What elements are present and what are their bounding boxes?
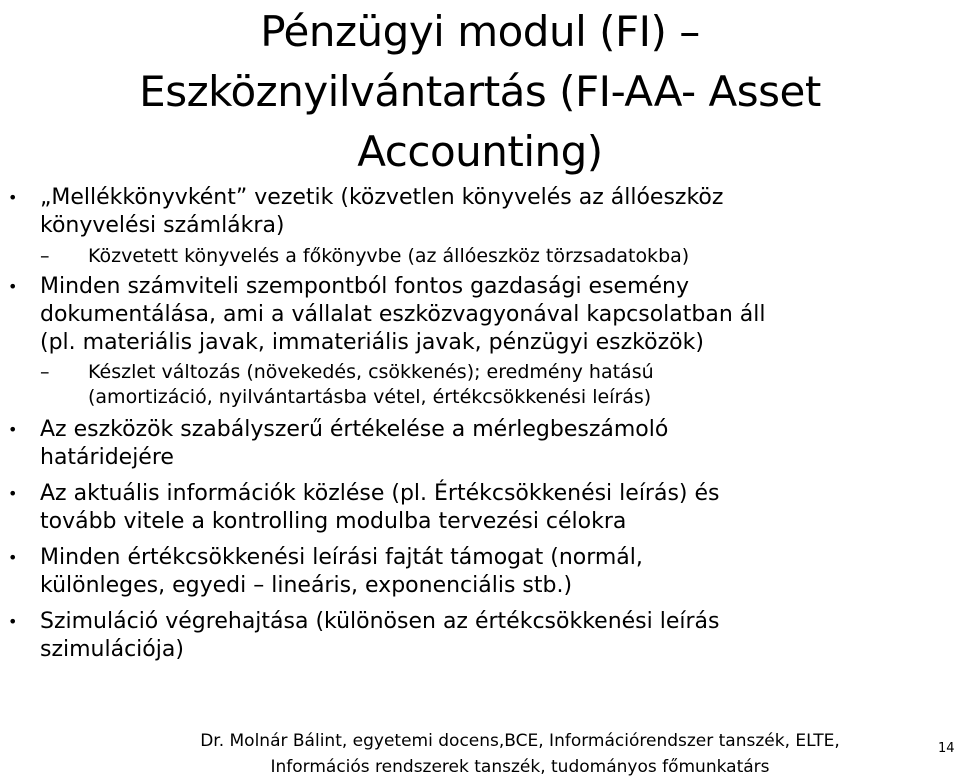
bullet-marker: • (8, 420, 18, 439)
bullet-marker: • (8, 484, 18, 503)
bullet-item (0, 544, 960, 600)
page-number: 14 (938, 741, 955, 756)
bullet-text: Közvetett könyvelés a főkönyvbe (az állóeszköz törzsadatokba) (88, 245, 690, 267)
sub-bullet-item (0, 360, 960, 410)
bullet-text: különleges, egyedi – lineáris, exponenciális stb.) (40, 573, 573, 598)
bullet-text: Az aktuális információk közlése (pl. Értékcsökkenési leírás) és (40, 481, 720, 506)
bullet-item (0, 416, 960, 472)
bullet-text: (pl. materiális javak, immateriális javak, pénzügyi eszközök) (40, 330, 704, 355)
bullet-text: határidejére (40, 445, 174, 470)
sub-bullet-marker: – (40, 245, 50, 267)
bullet-text: tovább vitele a kontrolling modulba tervezési célokra (40, 509, 627, 534)
slide-footer (120, 728, 920, 780)
bullet-text: Minden értékcsökkenési leírási fajtát támogat (normál, (40, 545, 643, 570)
bullet-text: Szimuláció végrehajtása (különösen az értékcsökkenési leírás (40, 609, 720, 634)
bullet-marker: • (8, 188, 18, 207)
bullet-text: Az eszközök szabályszerű értékelése a mérlegbeszámoló (40, 417, 669, 442)
bullet-text: (amortizáció, nyilvántartásba vétel, értékcsökkenési leírás) (88, 386, 652, 408)
bullet-text: szimulációja) (40, 637, 184, 662)
bullet-text: „Mellékkönyvként” vezetik (közvetlen könyvelés az állóeszköz (40, 185, 724, 210)
bullet-text: könyvelési számlákra) (40, 213, 285, 238)
bullet-marker: • (8, 548, 18, 567)
bullet-marker: • (8, 612, 18, 631)
title-line: Pénzügyi modul (FI) – (260, 7, 700, 56)
bullet-item (0, 273, 960, 357)
footer-line: Információs rendszerek tanszék, tudományos főmunkatárs (270, 757, 770, 777)
bullet-marker: • (8, 277, 18, 296)
bullet-text: Készlet változás (növekedés, csökkenés); eredmény hatású (88, 361, 654, 383)
bullet-text: dokumentálása, ami a vállalat eszközvagyonával kapcsolatban áll (40, 302, 766, 327)
bullet-text: Minden számviteli szempontból fontos gazdasági esemény (40, 274, 690, 299)
bullet-list (0, 184, 960, 664)
bullet-item (0, 608, 960, 664)
title-line: Eszköznyilvántartás (FI-AA- Asset (139, 67, 821, 116)
slide-title (20, 2, 940, 182)
sub-bullet-item (0, 244, 960, 269)
bullet-item (0, 184, 960, 240)
bullet-item (0, 480, 960, 536)
footer-line: Dr. Molnár Bálint, egyetemi docens,BCE, Információrendszer tanszék, ELTE, (200, 731, 840, 751)
title-line: Accounting) (357, 127, 603, 176)
sub-bullet-marker: – (40, 361, 50, 383)
